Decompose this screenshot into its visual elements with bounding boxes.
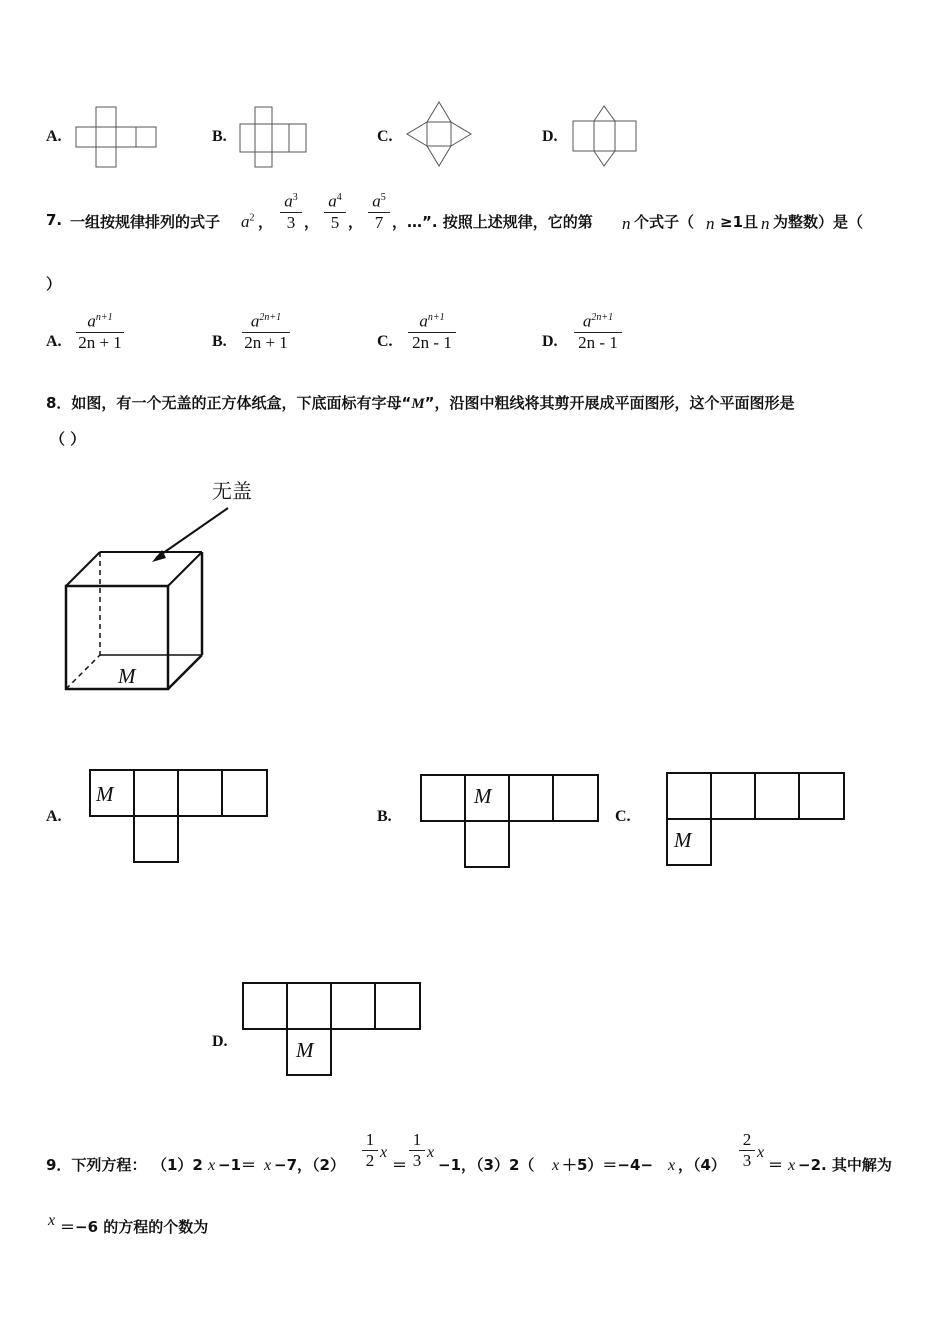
q9-eq3-var-x2: x: [668, 1157, 676, 1174]
q7-option-d-letter: D.: [542, 333, 558, 350]
q6-option-d-net: [572, 104, 640, 168]
q9-eq1-var-x2: x: [264, 1157, 272, 1174]
q8-option-d-net: [242, 982, 424, 1079]
q9-frac-1-3: 1 3: [409, 1130, 425, 1171]
q8-option-a-letter: A.: [46, 808, 62, 825]
q8-cube-face-label: M: [118, 664, 136, 688]
q9-eq1-c: −7，（2）: [274, 1156, 345, 1174]
q7-term-2: $a^3$ 3: [280, 188, 302, 233]
q7-sep-3: ，: [348, 213, 364, 231]
q9-line2-var-x: x: [48, 1212, 56, 1229]
q9-eq3-c: ，（4）: [678, 1156, 726, 1174]
q9-eq4-var-x: x: [757, 1144, 765, 1161]
q7-tail2: 个式子（: [634, 213, 695, 231]
q7-term-1: $a^2$: [241, 212, 255, 231]
q6-option-a-letter: A.: [46, 128, 62, 145]
q6-option-a-net: [76, 106, 158, 168]
q7-option-d-expr: $a^{2n+1}$ 2n - 1: [574, 308, 622, 353]
q7-cond: ≥1且: [720, 213, 759, 231]
q7-cond2: 为整数）是（: [773, 213, 864, 231]
q7-option-c-expr: $a^{n+1}$ 2n - 1: [408, 308, 456, 353]
q9-eq1-a: （1）2: [152, 1156, 203, 1174]
q7-term-3: $a^4$ 5: [324, 188, 346, 233]
q9-eq3-b: ＋5）＝−4−: [562, 1156, 654, 1174]
q7-stem: 一组按规律排列的式子: [70, 213, 221, 231]
q7-option-b-expr: $a^{2n+1}$ 2n + 1: [242, 308, 290, 353]
q8-option-c-letter: C.: [615, 808, 631, 825]
q9-eq4-c: −2. 其中解为: [798, 1156, 892, 1174]
q7-var-n: n: [622, 214, 631, 233]
q7-option-b-letter: B.: [212, 333, 227, 350]
q7-option-a-letter: A.: [46, 333, 62, 350]
q7-option-a-expr: $a^{n+1}$ 2n + 1: [76, 308, 124, 353]
q9-eq1-var-x: x: [208, 1157, 216, 1174]
q8-stem-line-2: （ ）: [50, 430, 86, 448]
q6-option-b-net: [240, 106, 310, 168]
q6-option-d-letter: D.: [542, 128, 558, 145]
q8-no-lid-label: 无盖: [212, 479, 252, 503]
q6-option-b-letter: B.: [212, 128, 227, 145]
q7-term-4: $a^5$ 7: [368, 188, 390, 233]
q9-frac-2-3: 2 3: [739, 1130, 755, 1171]
q8-option-a-net: [89, 769, 271, 866]
q9-eq4-var-x2: x: [788, 1157, 796, 1174]
q8-option-d-face-label: M: [296, 1038, 314, 1062]
q9-eq4-b: ＝: [768, 1156, 784, 1174]
q8-option-c-net: [666, 772, 848, 869]
q9-eq2-var-x2: x: [427, 1144, 435, 1161]
q7-cond-var-n2: n: [761, 214, 770, 233]
q8-option-a-face-label: M: [96, 782, 114, 806]
q8-option-b-net: [420, 774, 602, 871]
q9-number: 9．下列方程：: [46, 1156, 147, 1174]
q8-option-b-letter: B.: [377, 808, 392, 825]
q7-sep-1: ，: [258, 213, 274, 231]
q9-eq1-b: −1＝: [218, 1156, 257, 1174]
q9-eq2-c: −1，（3）2（: [438, 1156, 535, 1174]
q7-number: 7.: [46, 211, 63, 229]
q7-close-paren: ）: [46, 275, 62, 293]
q6-option-c-letter: C.: [377, 128, 393, 145]
q8-stem-line-1: 8．如图，有一个无盖的正方体纸盒，下底面标有字母“M”，沿图中粗线将其剪开展成平面图形，这个平面图形是: [46, 394, 795, 412]
q7-tail: ，…”. 按照上述规律，它的第: [392, 213, 593, 231]
q9-eq2-var-x: x: [380, 1144, 388, 1161]
q7-option-c-letter: C.: [377, 333, 393, 350]
q9-eq2-b: ＝: [392, 1156, 408, 1174]
q8-option-d-letter: D.: [212, 1033, 228, 1050]
q7-cond-var-n: n: [706, 214, 715, 233]
q9-frac-1-2: 1 2: [362, 1130, 378, 1171]
q7-sep-2: ，: [304, 213, 320, 231]
q8-option-b-face-label: M: [474, 784, 492, 808]
q8-option-c-face-label: M: [674, 828, 692, 852]
q9-line2: ＝−6 的方程的个数为: [60, 1218, 209, 1236]
q9-eq3-var-x: x: [552, 1157, 560, 1174]
q6-option-c-net: [405, 100, 473, 168]
